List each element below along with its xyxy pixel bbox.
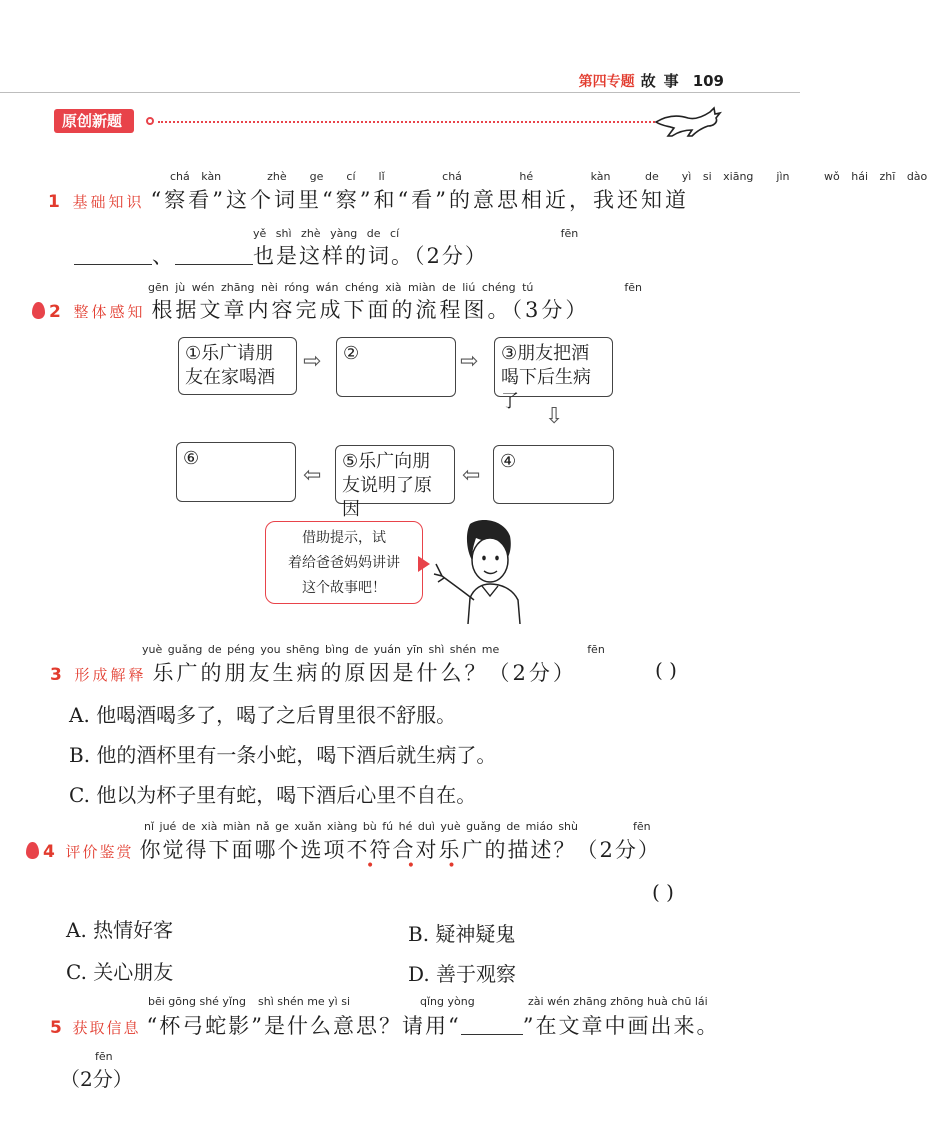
hint-bubble: 借助提示，试 着给爸爸妈妈讲讲 这个故事吧！: [265, 521, 423, 604]
bubble-tail: [418, 556, 430, 572]
flow-arrow-left-2: ⇦: [303, 463, 322, 488]
q3-question: 3 形成解释 乐广的朋友生病的原因是什么？（2分）: [50, 661, 577, 685]
flow-box-4[interactable]: ④: [493, 445, 614, 504]
q3-option-c[interactable]: C. 他以为杯子里有蛇，喝下酒后心里不自在。: [69, 783, 477, 807]
q1-question: 1 基础知识 “察看”这个词里“察”和“看”的意思相近，我还知道: [48, 188, 689, 212]
q4-question: 4 评价鉴赏 你觉得下面哪个选项不符合对乐广的描述？（2分）: [26, 834, 730, 864]
q4-answer-paren[interactable]: ( ): [652, 880, 674, 904]
q5-pinyin-3: qǐng yòng: [420, 995, 475, 1008]
story-label: 故事: [640, 72, 687, 90]
topic-label: 第四专题: [578, 74, 635, 90]
flow-arrow-down: ⇩: [545, 404, 564, 429]
flow-arrow-right-2: ⇨: [460, 349, 479, 374]
q1-blank-1[interactable]: [74, 247, 152, 265]
banner-dot: [146, 117, 154, 125]
q2-question: 2 整体感知 根据文章内容完成下面的流程图。（3分）: [32, 294, 730, 324]
section-banner: 原创新题: [54, 109, 134, 133]
q1-pinyin: chá kàn zhè ge cí lǐ chá hé kàn de yì si xiāng jìn wǒ hái zhī dào: [170, 170, 927, 183]
q1-line2: 、 也是这样的词。（2分）: [74, 240, 730, 270]
flow-arrow-left-1: ⇦: [462, 463, 481, 488]
flow-box-2[interactable]: ②: [336, 337, 456, 397]
q4-option-b[interactable]: B. 疑神疑鬼: [408, 922, 516, 946]
page-header: [579, 70, 724, 91]
q1-line2-pinyin: yě shì zhè yàng de cí fēn: [253, 227, 579, 240]
q1-tag: 基础知识: [72, 193, 145, 211]
q3-text: 乐广的朋友生病的原因是什么？（2分）: [152, 661, 577, 685]
q5-text-1: “杯弓蛇影”是什么意思？请用“: [146, 1014, 461, 1038]
q5-pinyin-2: shì shén me yì si: [258, 995, 351, 1008]
q4-option-d[interactable]: D. 善于观察: [408, 962, 517, 986]
q5-score: （2分）: [60, 1067, 133, 1091]
q5-blank[interactable]: [461, 1017, 523, 1035]
q5-question: 5 获取信息 “杯弓蛇影”是什么意思？请用“ ”在文章中画出来。: [50, 1014, 720, 1038]
q1-text: “察看”这个词里“察”和“看”的意思相近，我还知道: [150, 188, 689, 212]
q4-pinyin: nǐ jué de xià miàn nǎ ge xuǎn xiàng bù fú hé duì yuè guǎng de miáo shù fēn: [144, 820, 651, 833]
q2-tag: 整体感知: [73, 303, 146, 321]
q3-tag: 形成解释: [74, 666, 147, 684]
q5-pinyin-4: zài wén zhāng zhōng huà chū lái: [528, 995, 708, 1008]
q3-pinyin: yuè guǎng de péng you shēng bìng de yuán yīn shì shén me fēn: [142, 643, 605, 656]
q4-text: 你觉得下面哪个选项不符合对乐广的描述？（2分）: [139, 838, 661, 862]
q2-text: 根据文章内容完成下面的流程图。（3分）: [151, 298, 590, 322]
q4-tag: 评价鉴赏: [65, 843, 134, 861]
flame-icon: [32, 302, 45, 319]
q1-blank-2[interactable]: [175, 247, 253, 265]
flow-box-1: ①乐广请朋友在家喝酒: [178, 337, 297, 395]
flow-box-3: ③朋友把酒喝下后生病了: [494, 337, 613, 397]
boy-illustration: [430, 516, 530, 626]
flow-box-6[interactable]: ⑥: [176, 442, 296, 502]
flow-box-5: ⑤乐广向朋友说明了原因: [335, 445, 455, 504]
q3-option-a[interactable]: A. 他喝酒喝多了，喝了之后胃里很不舒服。: [69, 703, 457, 727]
q4-option-a[interactable]: A. 热情好客: [66, 918, 174, 942]
page-number: 109: [692, 72, 724, 90]
q5-score-pinyin: fēn: [95, 1050, 113, 1063]
flow-arrow-right-1: ⇨: [303, 349, 322, 374]
q5-tag: 获取信息: [72, 1019, 141, 1037]
q5-text-2: ”在文章中画出来。: [522, 1014, 720, 1038]
flame-icon: [26, 842, 39, 859]
q2-pinyin: gēn jù wén zhāng nèi róng wán chéng xià miàn de liú chéng tú fēn: [148, 281, 642, 294]
q5-pinyin-1: bēi gōng shé yǐng: [148, 995, 246, 1008]
q1-line2-text: 也是这样的词。（2分）: [253, 244, 488, 268]
q3-answer-paren[interactable]: ( ): [655, 658, 677, 682]
header-divider: [0, 92, 800, 93]
q4-option-c[interactable]: C. 关心朋友: [66, 960, 174, 984]
cat-icon: [652, 106, 724, 140]
emphasis-dots: • • •: [366, 858, 470, 874]
q3-option-b[interactable]: B. 他的酒杯里有一条小蛇，喝下酒后就生病了。: [69, 743, 497, 767]
banner-dotted-line: [158, 121, 658, 123]
